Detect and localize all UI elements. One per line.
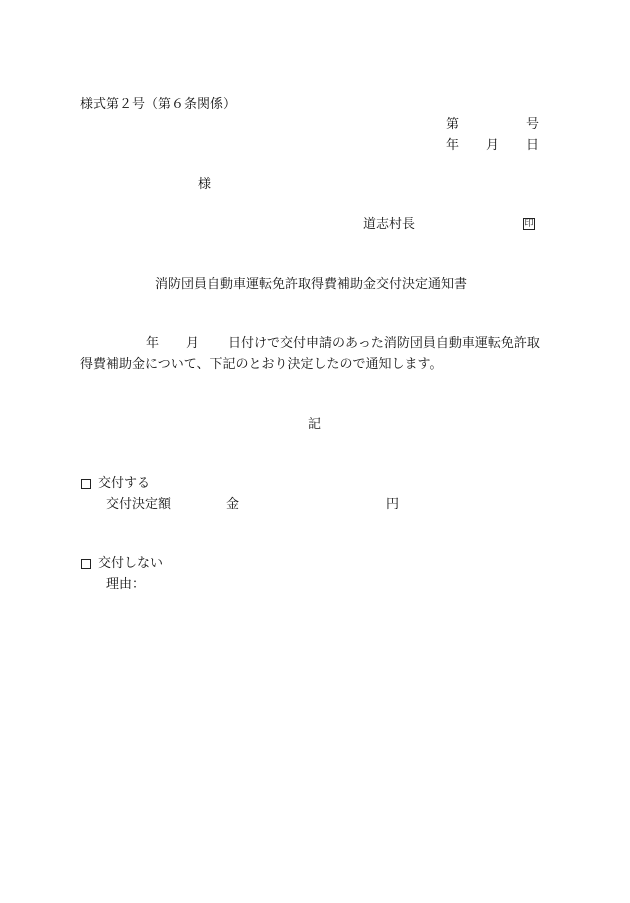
- reason-label: 理由：: [106, 577, 146, 592]
- no-grant-option-label: 交付しない: [98, 556, 164, 571]
- form-reference: 様式第２号（第６条関係）: [80, 97, 237, 112]
- date-year: 年: [446, 138, 460, 153]
- body-year: 年: [146, 336, 160, 351]
- document-number-prefix: 第: [446, 117, 460, 132]
- addressee-suffix: 様: [198, 177, 212, 192]
- seal-mark: 印: [524, 219, 534, 229]
- body-month: 月: [186, 336, 200, 351]
- date-day: 日: [526, 138, 540, 153]
- no-grant-checkbox[interactable]: [81, 559, 91, 569]
- document-title: 消防団員自動車運転免許取得費補助金交付決定通知書: [155, 277, 468, 292]
- issuer-name: 道志村長: [363, 217, 416, 232]
- document-number-suffix: 号: [526, 117, 540, 132]
- currency-suffix: 円: [386, 497, 400, 512]
- currency-prefix: 金: [226, 497, 240, 512]
- ki-heading: 記: [308, 417, 322, 432]
- grant-amount-label: 交付決定額: [106, 497, 172, 512]
- date-month: 月: [486, 138, 500, 153]
- grant-option-label: 交付する: [98, 476, 151, 491]
- body-line1: 日付けで交付申請のあった消防団員自動車運転免許取: [228, 336, 540, 351]
- body-line2: 得費補助金について、下記のとおり決定したので通知します。: [80, 357, 443, 372]
- grant-checkbox[interactable]: [81, 479, 91, 489]
